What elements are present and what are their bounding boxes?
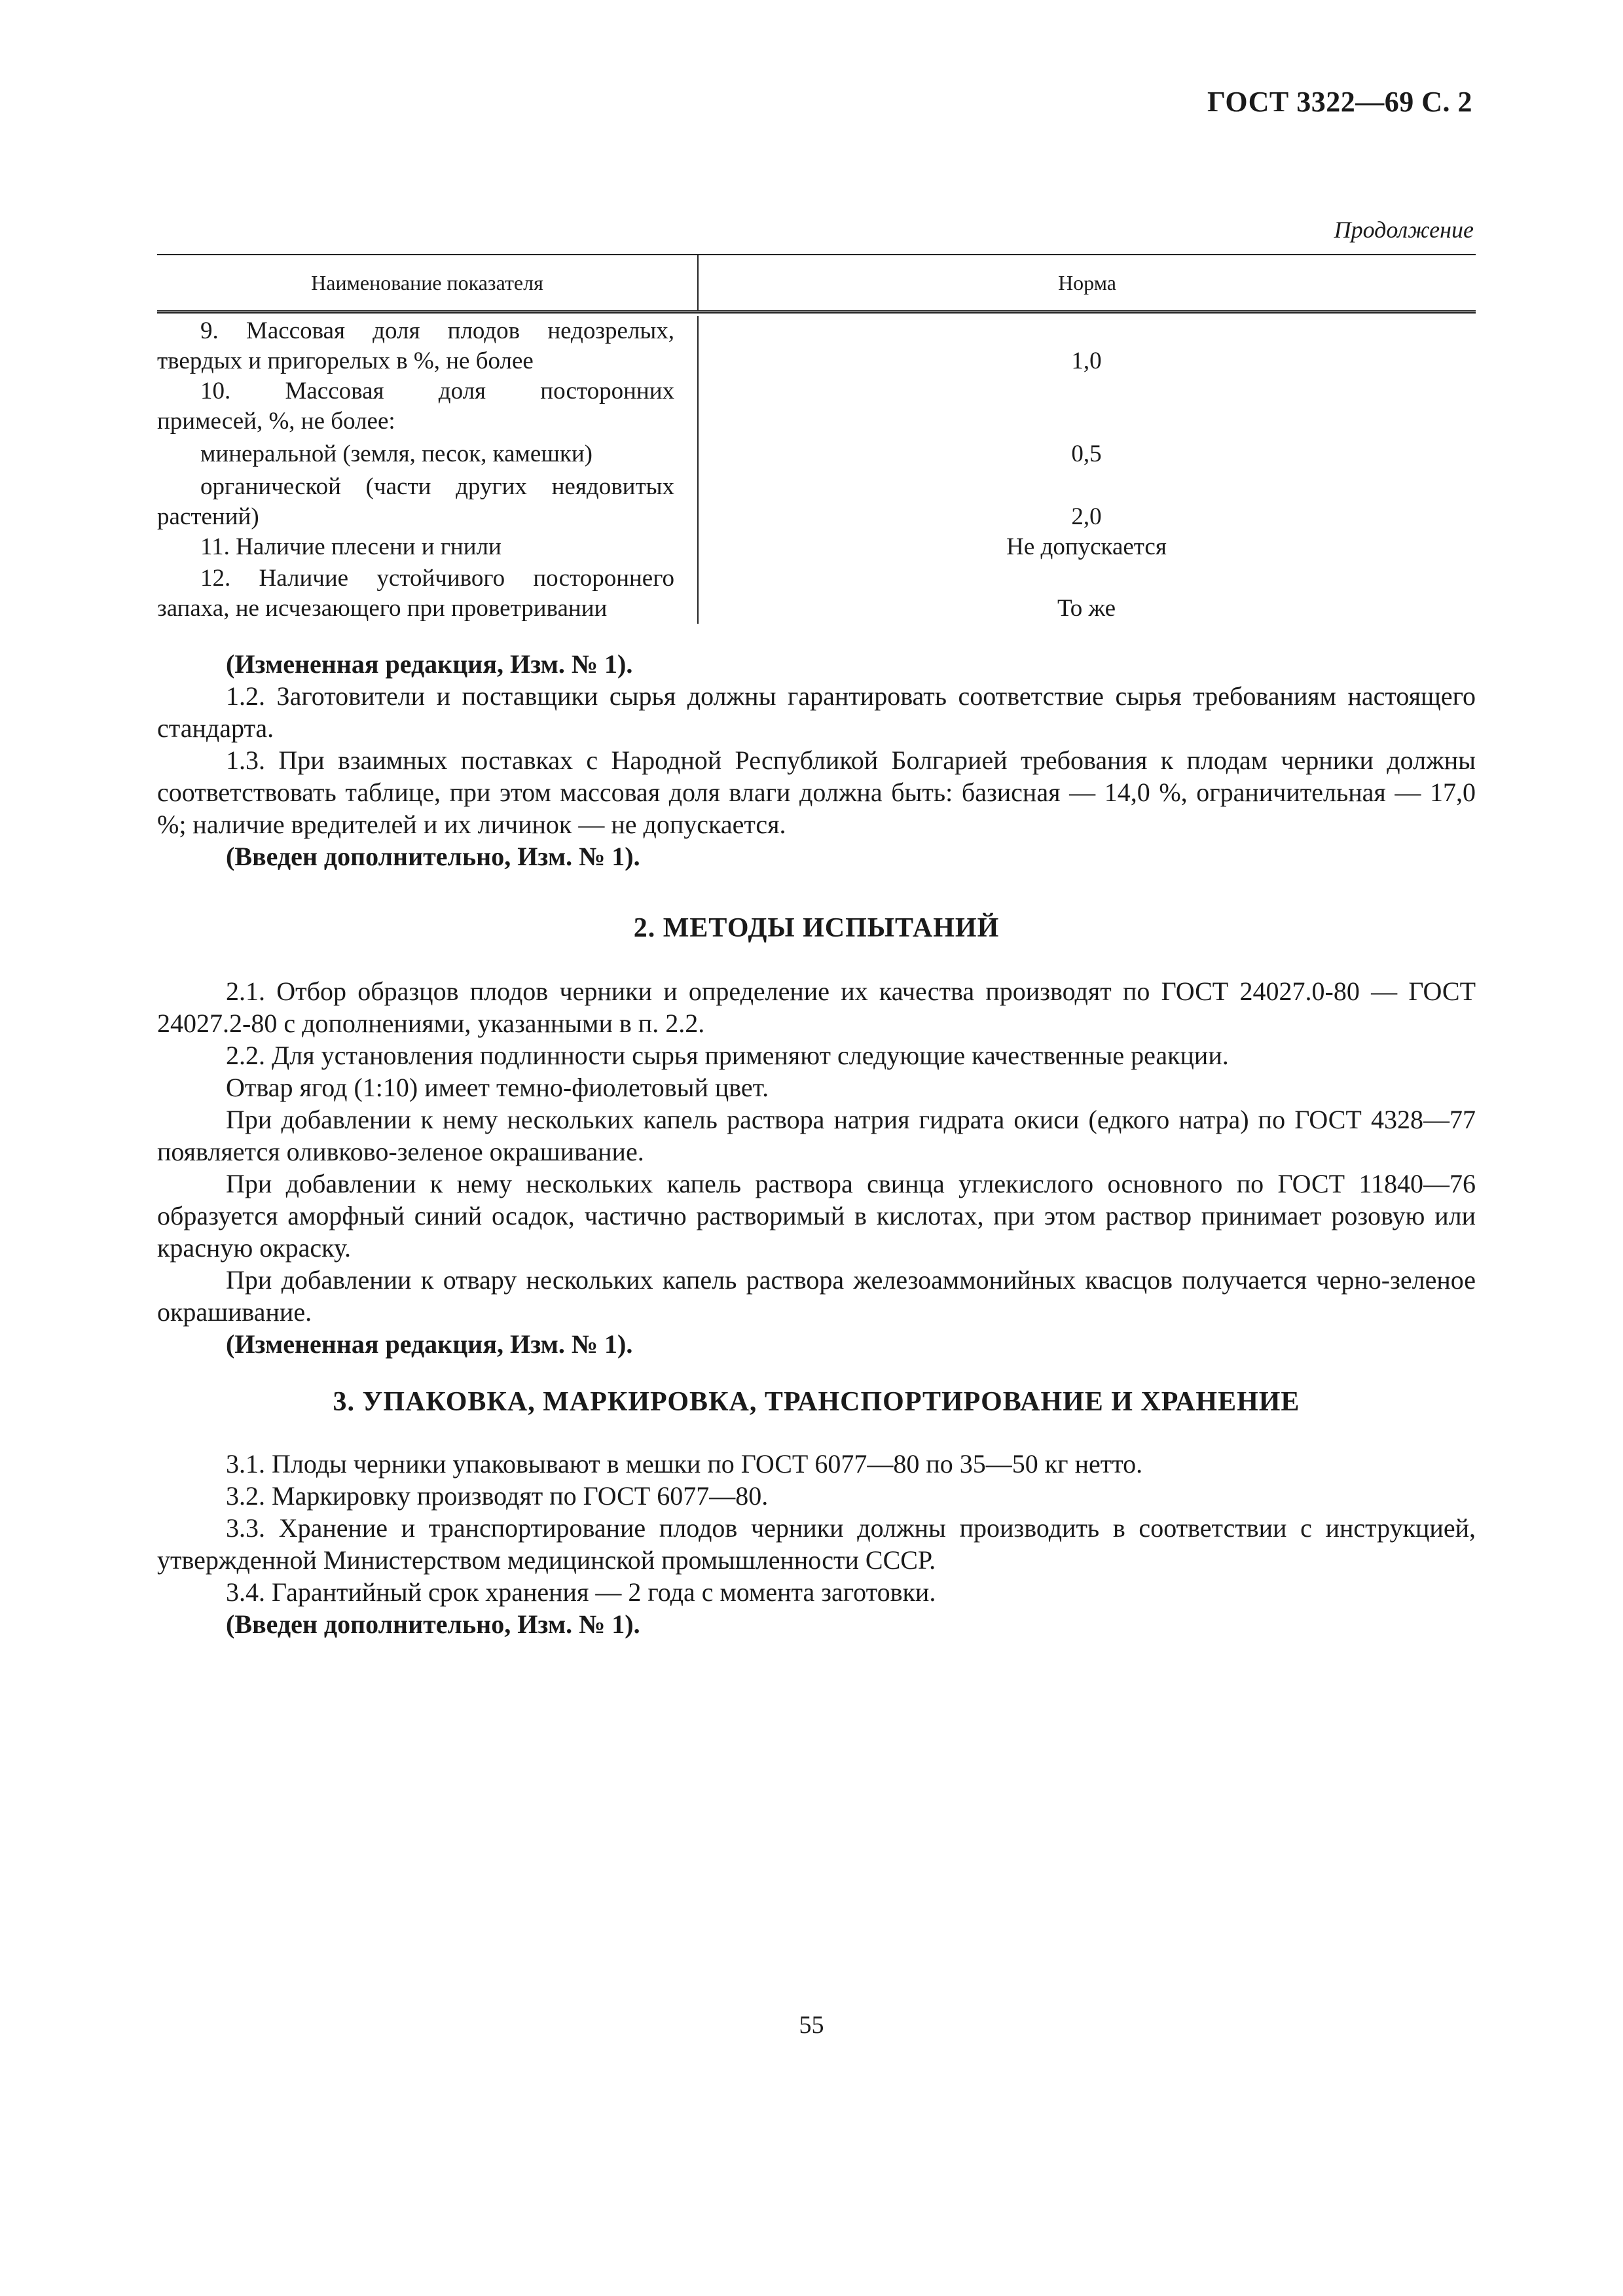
paragraph-reaction-alum: При добавлении к отвару нескольких капель раствора железоаммонийных квасцов получается черно-зеленое окрашивание.: [157, 1265, 1476, 1327]
section-3-title: 3. УПАКОВКА, МАРКИРОВКА, ТРАНСПОРТИРОВАНИЕ И ХРАНЕНИЕ: [333, 1387, 1300, 1417]
paragraph-reaction-lead: При добавлении к нему нескольких капель раствора свинца углекислого основного по ГОСТ 11840—76 образуется аморфный синий осадок, частично растворимый в кислотах, при этом раствор принимает розовую или красную окраску.: [157, 1169, 1476, 1263]
section-3: [157, 1386, 1476, 1418]
table-continuation-label: Продолжение: [1334, 217, 1474, 243]
row-name-line: запаха, не исчезающего при проветривании: [157, 595, 608, 622]
section-2: [157, 912, 1476, 944]
section-3-body: [157, 1448, 1476, 1640]
row-name-line: органической (части других неядовитых: [200, 473, 674, 500]
page-number: 55: [799, 2011, 824, 2039]
amendment-note: (Измененная редакция, Изм. № 1).: [226, 1329, 633, 1359]
table-row: [157, 564, 1476, 624]
paragraph-2-2: 2.2. Для установления подлинности сырья применяют следующие качественные реакции.: [226, 1041, 1229, 1070]
table-row: [157, 376, 1476, 437]
row-value: 0,5: [1071, 440, 1102, 467]
row-name-line: примесей, %, не более:: [157, 408, 395, 435]
table-body: [157, 316, 1476, 624]
paragraph-3-2: 3.2. Маркировку производят по ГОСТ 6077—80.: [226, 1481, 769, 1511]
quality-table: [157, 254, 1476, 624]
column-header-indicator: Наименование показателя: [157, 255, 699, 310]
amendment-note: (Измененная редакция, Изм. № 1).: [226, 649, 633, 679]
amendment-note: (Введен дополнительно, Изм. № 1).: [226, 842, 640, 871]
paragraph-1-3: 1.3. При взаимных поставках с Народной Республикой Болгарией требования к плодам черники должны соответствовать таблице, при этом массовая доля влаги должна быть: базисная — 14,0 %, ограничительная — 17,0 %; наличие вредителей и их личинок — не допускается.: [157, 745, 1476, 839]
row-name-line: 9. Массовая доля плодов недозрелых,: [200, 317, 674, 344]
table-header: [157, 254, 1476, 314]
row-name-line: растений): [157, 503, 259, 530]
paragraph-1-2: 1.2. Заготовители и поставщики сырья должны гарантировать соответствие сырья требованиям настоящего стандарта.: [157, 681, 1476, 743]
section-1-continuation: [157, 648, 1476, 872]
paragraph-reaction-naoh: При добавлении к нему нескольких капель раствора натрия гидрата окиси (едкого натра) по ГОСТ 4328—77 появляется оливково-зеленое окрашивание.: [157, 1105, 1476, 1166]
row-name-line: 10. Массовая доля посторонних: [200, 378, 674, 404]
column-header-norm: Норма: [1058, 271, 1116, 295]
paragraph-2-1: 2.1. Отбор образцов плодов черники и определение их качества производят по ГОСТ 24027.0-80 — ГОСТ 24027.2-80 с дополнениями, указанными в п. 2.2.: [157, 977, 1476, 1038]
row-value: 1,0: [1071, 348, 1102, 374]
section-2-title: 2. МЕТОДЫ ИСПЫТАНИЙ: [633, 913, 1000, 943]
row-value: [697, 376, 1476, 437]
table-row: [157, 532, 1476, 562]
table-row: [157, 472, 1476, 532]
paragraph-3-1: 3.1. Плоды черники упаковывают в мешки по ГОСТ 6077—80 по 35—50 кг нетто.: [226, 1449, 1143, 1479]
row-name-line: 12. Наличие устойчивого постороннего: [200, 565, 674, 592]
paragraph-3-4: 3.4. Гарантийный срок хранения — 2 года с момента заготовки.: [226, 1577, 936, 1607]
row-value: 2,0: [1071, 503, 1102, 530]
paragraph-decoction: Отвар ягод (1:10) имеет темно-фиолетовый цвет.: [226, 1073, 769, 1102]
row-name-line: минеральной (земля, песок, камешки): [200, 440, 593, 467]
row-name-line: твердых и пригорелых в %, не более: [157, 348, 534, 374]
row-value: То же: [1057, 595, 1116, 622]
row-value: Не допускается: [1006, 533, 1167, 560]
paragraph-3-3: 3.3. Хранение и транспортирование плодов черники должны производить в соответствии с инструкцией, утвержденной Министерством медицинской промышленности СССР.: [157, 1513, 1476, 1575]
table-row: [157, 316, 1476, 376]
row-name-line: 11. Наличие плесени и гнили: [200, 533, 501, 560]
section-2-body: [157, 975, 1476, 1360]
amendment-note: (Введен дополнительно, Изм. № 1).: [226, 1609, 640, 1639]
table-row: [157, 439, 1476, 469]
document-code: ГОСТ 3322—69 С. 2: [1207, 86, 1472, 118]
